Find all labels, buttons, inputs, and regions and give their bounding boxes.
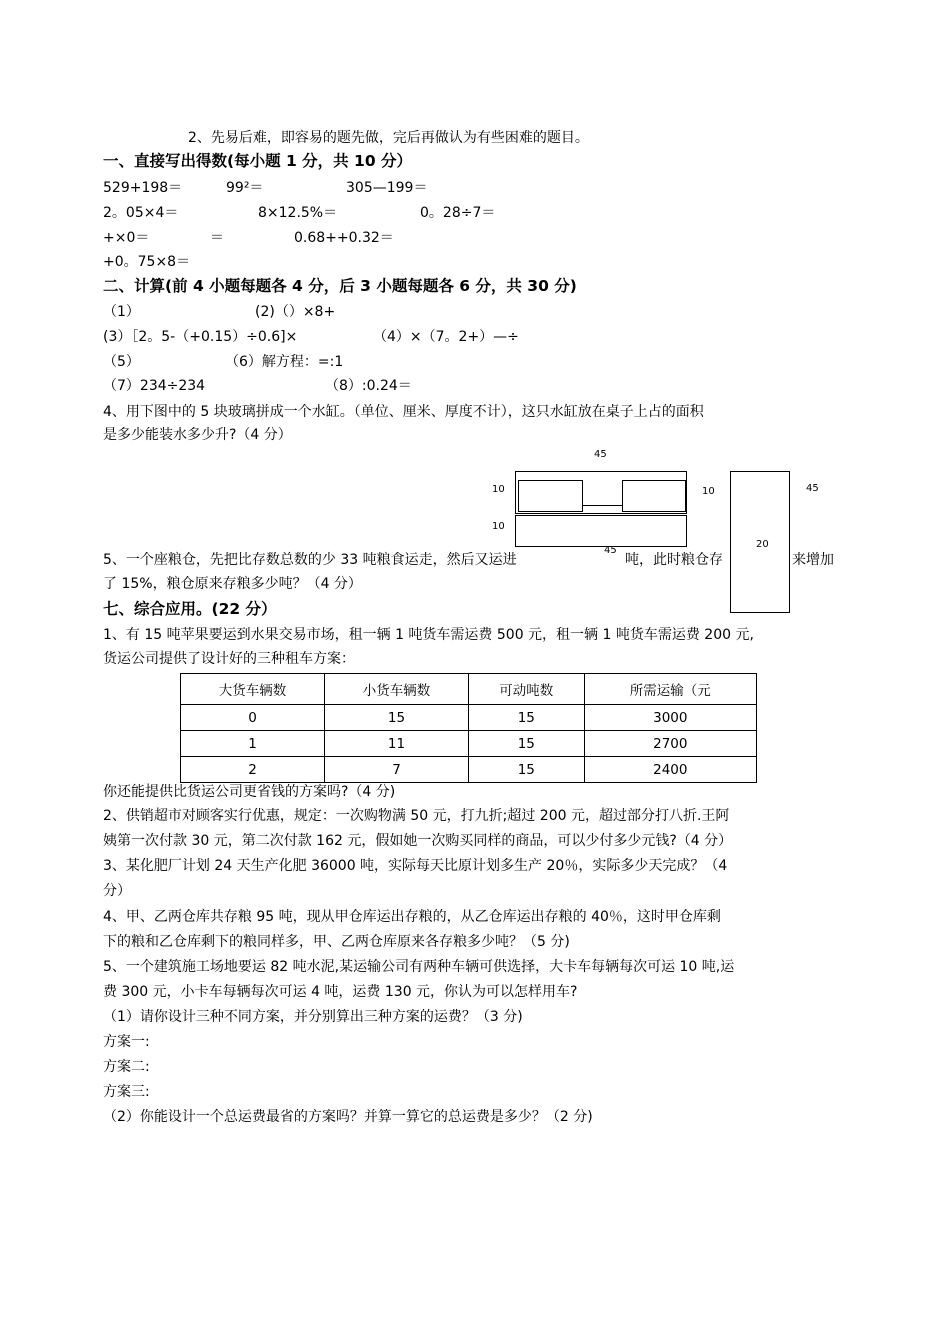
q3-line2: 分） [103, 883, 131, 899]
figure-label: 45 [594, 449, 607, 460]
s1-item: 2。05×4＝ [103, 205, 179, 221]
section2-heading: 二、计算(前 4 小题每题各 4 分，后 3 小题每题各 6 分，共 30 分) [103, 277, 577, 295]
table-header: 所需运输（元 [584, 674, 756, 705]
q1-line2: 货运公司提供了设计好的三种租车方案： [103, 651, 355, 667]
figure-label: 10 [492, 521, 505, 532]
q5-line1: 5、一个建筑施工场地要运 82 吨水泥,某运输公司有两种车辆可供选择，大卡车每辆每次可运 10 吨,运 [103, 959, 735, 975]
panel-small-left [518, 480, 583, 512]
s2-item: （4）×（7。2+）—÷ [373, 329, 519, 345]
panel-long [515, 515, 687, 547]
table-cell: 0 [181, 705, 325, 731]
s2-item: （8）:0.24＝ [325, 378, 412, 394]
table-cell: 2 [181, 757, 325, 783]
table-cell: 15 [325, 705, 469, 731]
figure-label: 20 [756, 539, 769, 550]
q2-line2: 姨第一次付款 30 元，第二次付款 162 元，假如她一次购买同样的商品，可以少付多少元钱?（4 分） [103, 833, 733, 849]
table-cell: 3000 [584, 705, 756, 731]
table-header: 大货车辆数 [181, 674, 325, 705]
s2-item: （5） [103, 354, 140, 370]
q1-line1: 1、有 15 吨苹果要运到水果交易市场，租一辆 1 吨货车需运费 500 元，租一辆 1 吨货车需运费 200 元, [103, 627, 754, 643]
s1-item: ＝ [210, 230, 224, 246]
section1-heading: 一、直接写出得数(每小题 1 分，共 10 分） [103, 152, 413, 170]
intro-line: 2、先易后难，即容易的题先做，完后再做认为有些困难的题目。 [188, 130, 589, 146]
table-cell: 11 [325, 731, 469, 757]
s1-item: 305—199＝ [346, 180, 428, 196]
plan-1: 方案一: [103, 1034, 150, 1050]
s1-item: 8×12.5%＝ [258, 205, 338, 221]
s2-item: （7）234÷234 [103, 378, 206, 394]
q5-sub1: （1）请你设计三种不同方案，并分别算出三种方案的运费？（3 分) [103, 1009, 523, 1025]
panel-small-right [622, 480, 686, 512]
table-cell: 2700 [584, 731, 756, 757]
figure-label: 10 [702, 486, 715, 497]
plan-2: 方案二: [103, 1059, 150, 1075]
q5-line2: 费 300 元，小卡车每辆每次可运 4 吨，运费 130 元，你认为可以怎样用车? [103, 984, 578, 1000]
q3-line1: 3、某化肥厂计划 24 天生产化肥 36000 吨，实际每天比原计划多生产 20％，实际多少天完成？（4 [103, 858, 728, 874]
problem5-line1: 5、一个座粮仓，先把比存数总数的少 33 吨粮食运走，然后又运进 [103, 552, 517, 568]
plan-3: 方案三: [103, 1084, 150, 1100]
s2-item: （1） [103, 304, 140, 320]
problem5-line1-b: 吨，此时粮仓存 [625, 552, 723, 568]
table-row [181, 705, 757, 731]
table-cell: 1 [181, 731, 325, 757]
s1-item: +×0＝ [103, 230, 150, 246]
table-cell: 2400 [584, 757, 756, 783]
figure-label: 45 [806, 483, 819, 494]
table-header-row [181, 674, 757, 705]
problem5-line1-c: 来增加 [792, 552, 834, 568]
s2-item: （6）解方程：=:1 [225, 354, 344, 370]
q4-line1: 4、甲、乙两仓库共存粮 95 吨，现从甲仓库运出存粮的，从乙仓库运出存粮的 40％，这时甲仓库剩 [103, 909, 721, 925]
table-row [181, 757, 757, 783]
s1-item: 99²＝ [226, 180, 264, 196]
panel-connector [583, 505, 622, 506]
s1-item: +0。75×8＝ [103, 254, 191, 270]
q4-line2: 下的粮和乙仓库剩下的粮同样多，甲、乙两仓库原来各存粮多少吨？（5 分) [103, 934, 570, 950]
table-header: 小货车辆数 [325, 674, 469, 705]
rental-table [180, 673, 757, 783]
q5-sub2: （2）你能设计一个总运费最省的方案吗？并算一算它的总运费是多少？（2 分) [103, 1109, 593, 1125]
s1-item: 0。28÷7＝ [420, 205, 496, 221]
s1-item: 529+198＝ [103, 180, 183, 196]
s2-item: (3）［2。5-（+0.15）÷0.6]× [103, 329, 298, 345]
problem5-line2: 了 15%，粮仓原来存粮多少吨？（4 分） [103, 576, 362, 592]
problem4-line1: 4、用下图中的 5 块玻璃拼成一个水缸。（单位、厘米、厚度不计），这只水缸放在桌子上占的面积 [103, 404, 704, 420]
q1-after: 你还能提供比货运公司更省钱的方案吗?（4 分) [103, 784, 396, 800]
q2-line1: 2、供销超市对顾客实行优惠，规定：一次购物满 50 元，打九折;超过 200 元，超过部分打八折.王阿 [103, 808, 730, 824]
section7-heading: 七、综合应用。(22 分） [103, 600, 277, 618]
problem4-line2: 是多少能装水多少升?（4 分） [103, 427, 292, 443]
table-header: 可动吨数 [469, 674, 585, 705]
table-cell: 15 [469, 705, 585, 731]
s1-item: 0.68++0.32＝ [294, 230, 394, 246]
figure-label: 10 [492, 484, 505, 495]
table-row [181, 731, 757, 757]
table-cell: 15 [469, 731, 585, 757]
figure-label: 45 [604, 545, 617, 556]
table-cell: 15 [469, 757, 585, 783]
s2-item: (2)（）×8+ [255, 304, 336, 320]
table-cell: 7 [325, 757, 469, 783]
